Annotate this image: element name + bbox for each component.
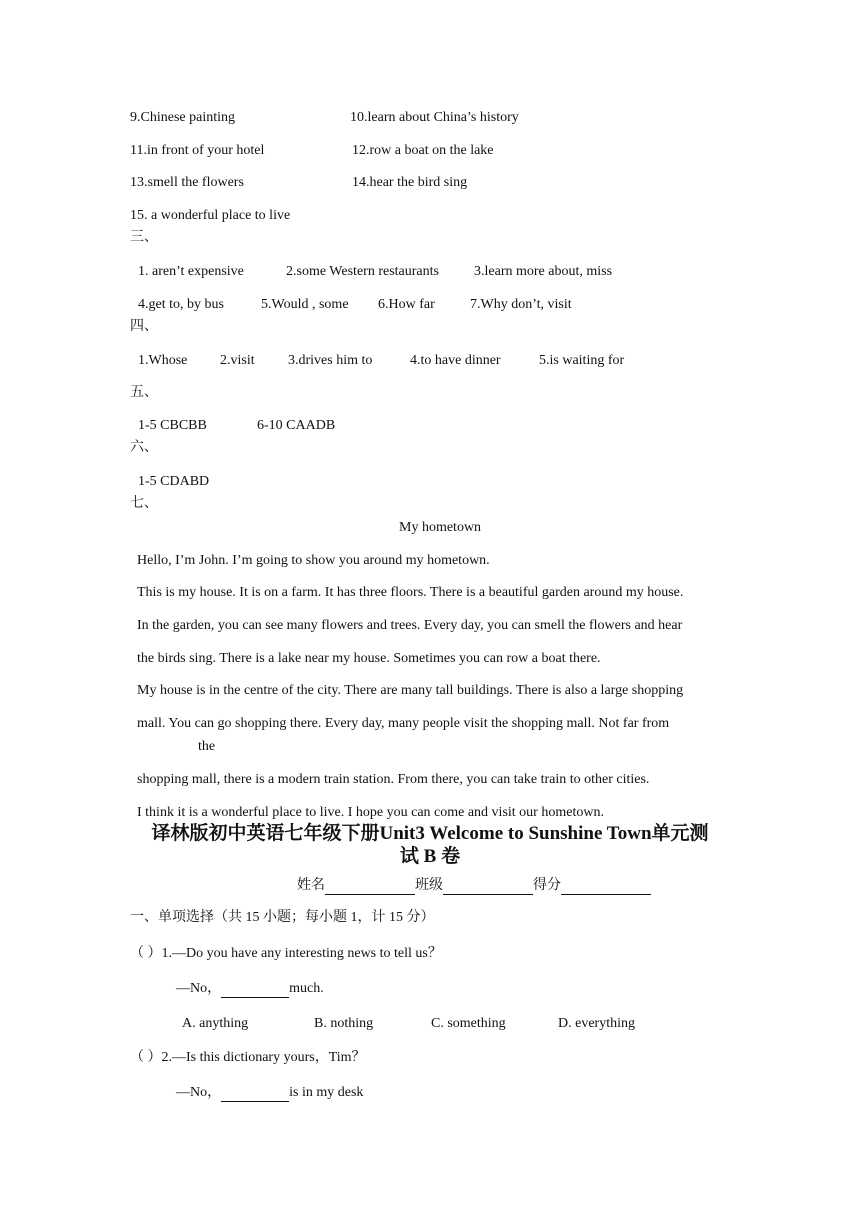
class-label: 班级 xyxy=(415,878,443,893)
score-label: 得分 xyxy=(533,878,561,893)
essay-line-4: the birds sing. There is a lake near my house. Sometimes you can row a boat there. xyxy=(137,651,601,666)
section-7-label: 七、 xyxy=(130,496,158,511)
essay-line-5: My house is in the centre of the city. There are many tall buildings. There is also a large shopping xyxy=(137,683,684,698)
q1-reply xyxy=(176,980,324,998)
q1-stem: 1.—Do you have any interesting news to tell us？ xyxy=(161,946,442,961)
section-4-label: 四、 xyxy=(130,319,158,334)
section-1-header: 一、单项选择（共 15 小题；每小题 1，计 15 分） xyxy=(130,910,435,925)
q2-reply-pre: —No， xyxy=(176,1085,222,1100)
info-line xyxy=(297,877,651,895)
q1-answer-paren[interactable]: （ ） xyxy=(130,946,162,961)
answer-9: 9.Chinese painting xyxy=(130,110,235,125)
q1-option-b[interactable]: B. nothing xyxy=(314,1016,374,1031)
essay-line-3: In the garden, you can see many flowers and trees. Every day, you can smell the flowers and hear xyxy=(137,618,683,633)
s3-answer-2: 2.some Western restaurants xyxy=(286,264,439,279)
q1-option-d[interactable]: D. everything xyxy=(558,1016,635,1031)
section-3-label: 三、 xyxy=(130,230,158,245)
q1-reply-pre: —No， xyxy=(176,981,222,996)
s3-answer-4: 4.get to, by bus xyxy=(138,297,224,312)
paper-title-line-1: 译林版初中英语七年级下册Unit3 Welcome to Sunshine Town单元测 xyxy=(151,823,709,844)
question-2 xyxy=(130,1049,366,1067)
s4-answer-4: 4.to have dinner xyxy=(410,353,501,368)
q1-blank[interactable] xyxy=(221,982,289,998)
essay-title: My hometown xyxy=(399,520,482,535)
q2-stem: 2.—Is this dictionary yours，Tim？ xyxy=(161,1050,366,1065)
s4-answer-1: 1.Whose xyxy=(138,353,188,368)
score-field[interactable] xyxy=(561,879,651,895)
q1-reply-post: much. xyxy=(289,981,324,996)
q1-option-c[interactable]: C. something xyxy=(431,1016,506,1031)
answer-14: 14.hear the bird sing xyxy=(352,175,468,190)
section-5-label: 五、 xyxy=(130,385,158,400)
q2-reply xyxy=(176,1084,363,1102)
q2-blank[interactable] xyxy=(221,1086,289,1102)
section-6-label: 六、 xyxy=(130,440,158,455)
s3-answer-5: 5.Would , some xyxy=(261,297,349,312)
essay-line-6: mall. You can go shopping there. Every day, many people visit the shopping mall. Not far from xyxy=(137,716,670,731)
s3-answer-1: 1. aren’t expensive xyxy=(138,264,244,279)
q2-reply-post: is in my desk xyxy=(289,1085,364,1100)
s6-answer-1-5: 1-5 CDABD xyxy=(138,474,210,489)
answer-13: 13.smell the flowers xyxy=(130,175,244,190)
s4-answer-2: 2.visit xyxy=(220,353,255,368)
essay-line-9: I think it is a wonderful place to live. I hope you can come and visit our hometown. xyxy=(137,805,604,820)
essay-line-7: the xyxy=(198,739,216,754)
s3-answer-3: 3.learn more about, miss xyxy=(474,264,613,279)
class-field[interactable] xyxy=(443,879,533,895)
essay-line-1: Hello, I’m John. I’m going to show you around my hometown. xyxy=(137,553,490,568)
essay-line-8: shopping mall, there is a modern train station. From there, you can take train to other cities. xyxy=(137,772,650,787)
s5-answer-6-10: 6-10 CAADB xyxy=(257,418,336,433)
q1-option-a[interactable]: A. anything xyxy=(182,1016,249,1031)
s4-answer-5: 5.is waiting for xyxy=(539,353,625,368)
paper-title-line-2: 试 B 卷 xyxy=(399,846,461,867)
essay-line-2: This is my house. It is on a farm. It has three floors. There is a beautiful garden around my house. xyxy=(137,585,684,600)
s5-answer-1-5: 1-5 CBCBB xyxy=(138,418,207,433)
s3-answer-6: 6.How far xyxy=(378,297,435,312)
answer-10: 10.learn about China’s history xyxy=(350,110,519,125)
name-label: 姓名 xyxy=(297,878,325,893)
answer-15: 15. a wonderful place to live xyxy=(130,208,291,223)
name-field[interactable] xyxy=(325,879,415,895)
q2-answer-paren[interactable]: （ ） xyxy=(130,1050,162,1065)
s3-answer-7: 7.Why don’t, visit xyxy=(470,297,572,312)
answer-11: 11.in front of your hotel xyxy=(130,143,265,158)
s4-answer-3: 3.drives him to xyxy=(288,353,373,368)
answer-12: 12.row a boat on the lake xyxy=(352,143,494,158)
question-1 xyxy=(130,945,442,963)
